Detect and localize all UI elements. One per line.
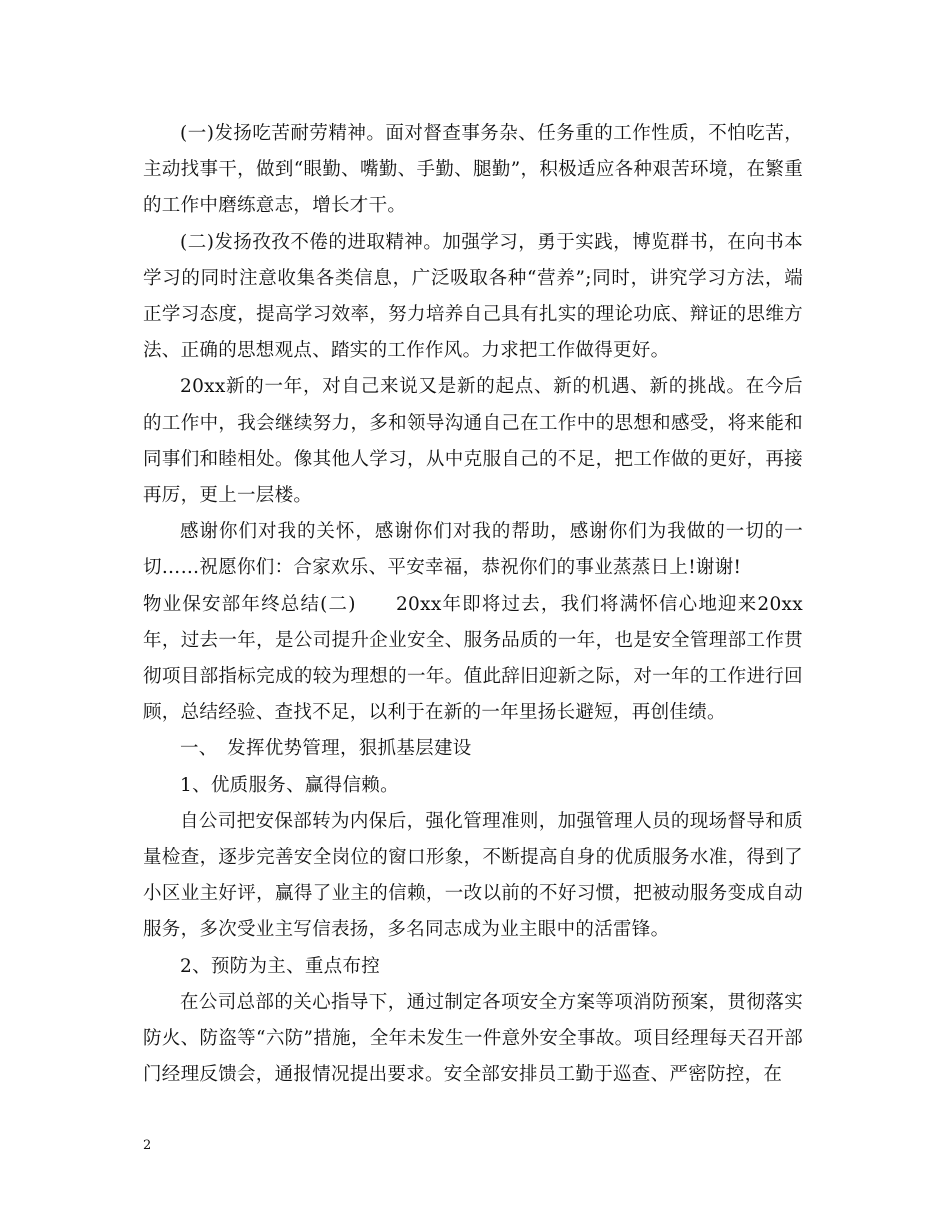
paragraph-learning: (二)发扬孜孜不倦的进取精神。加强学习，勇于实践，博览群书，在向书本学习的同时注意收集各类信息，广泛吸取各种“营养”;同时，讲究学习方法，端正学习态度，提高学习效率，努力培养自己具有扎实的理论功底、辩证的思维方法、正确的思想观点、踏实的工作作风。力求把工作做得更好。 (143, 231, 803, 362)
paragraph-security-summary-intro: 物业保安部年终总结(二) 20xx年即将过去，我们将满怀信心地迎来20xx年，过去一年，是公司提升企业安全、服务品质的一年，也是安全管理部工作贯彻项目部指标完成的较为理想的一年。值此辞旧迎新之际，对一年的工作进行回顾，总结经验、查找不足，以利于在新的一年里扬长避短，再创佳绩。 (143, 593, 803, 724)
section-heading-one: 一、 发挥优势管理，狠抓基层建设 (180, 738, 472, 760)
page-number: 2 (143, 1138, 152, 1153)
paragraph-new-year: 20xx新的一年，对自己来说又是新的起点、新的机遇、新的挑战。在今后的工作中，我会继续努力，多和领导沟通自己在工作中的思想和感受，将来能和同事们和睦相处。像其他人学习，从中克服自己的不足，把工作做的更好，再接再厉，更上一层楼。 (143, 376, 803, 507)
paragraph-fire-prevention: 在公司总部的关心指导下，通过制定各项安全方案等项消防预案，贯彻落实防火、防盗等“六防”措施，全年未发生一件意外安全事故。项目经理每天召开部门经理反馈会，通报情况提出要求。安全部安排员工勤于巡查、严密防控，在 (143, 991, 803, 1086)
paragraph-internal-security: 自公司把安保部转为内保后，强化管理准则，加强管理人员的现场督导和质量检查，逐步完善安全岗位的窗口形象，不断提高自身的优质服务水准，得到了小区业主好评，赢得了业主的信赖，一改以前的不好习惯，把被动服务变成自动服务，多次受业主写信表扬，多名同志成为业主眼中的活雷锋。 (143, 810, 803, 941)
subheading-quality-service: 1、优质服务、赢得信赖。 (180, 774, 399, 796)
paragraph-diligence: (一)发扬吃苦耐劳精神。面对督查事务杂、任务重的工作性质，不怕吃苦，主动找事干，做到“眼勤、嘴勤、手勤、腿勤”，积极适应各种艰苦环境，在繁重的工作中磨练意志，增长才干。 (143, 123, 803, 217)
document-body (143, 116, 803, 1093)
subheading-prevention: 2、预防为主、重点布控 (180, 955, 381, 977)
paragraph-thanks: 感谢你们对我的关怀，感谢你们对我的帮助，感谢你们为我做的一切的一切……祝愿你们：合家欢乐、平安幸福，恭祝你们的事业蒸蒸日上!谢谢! (143, 521, 803, 579)
